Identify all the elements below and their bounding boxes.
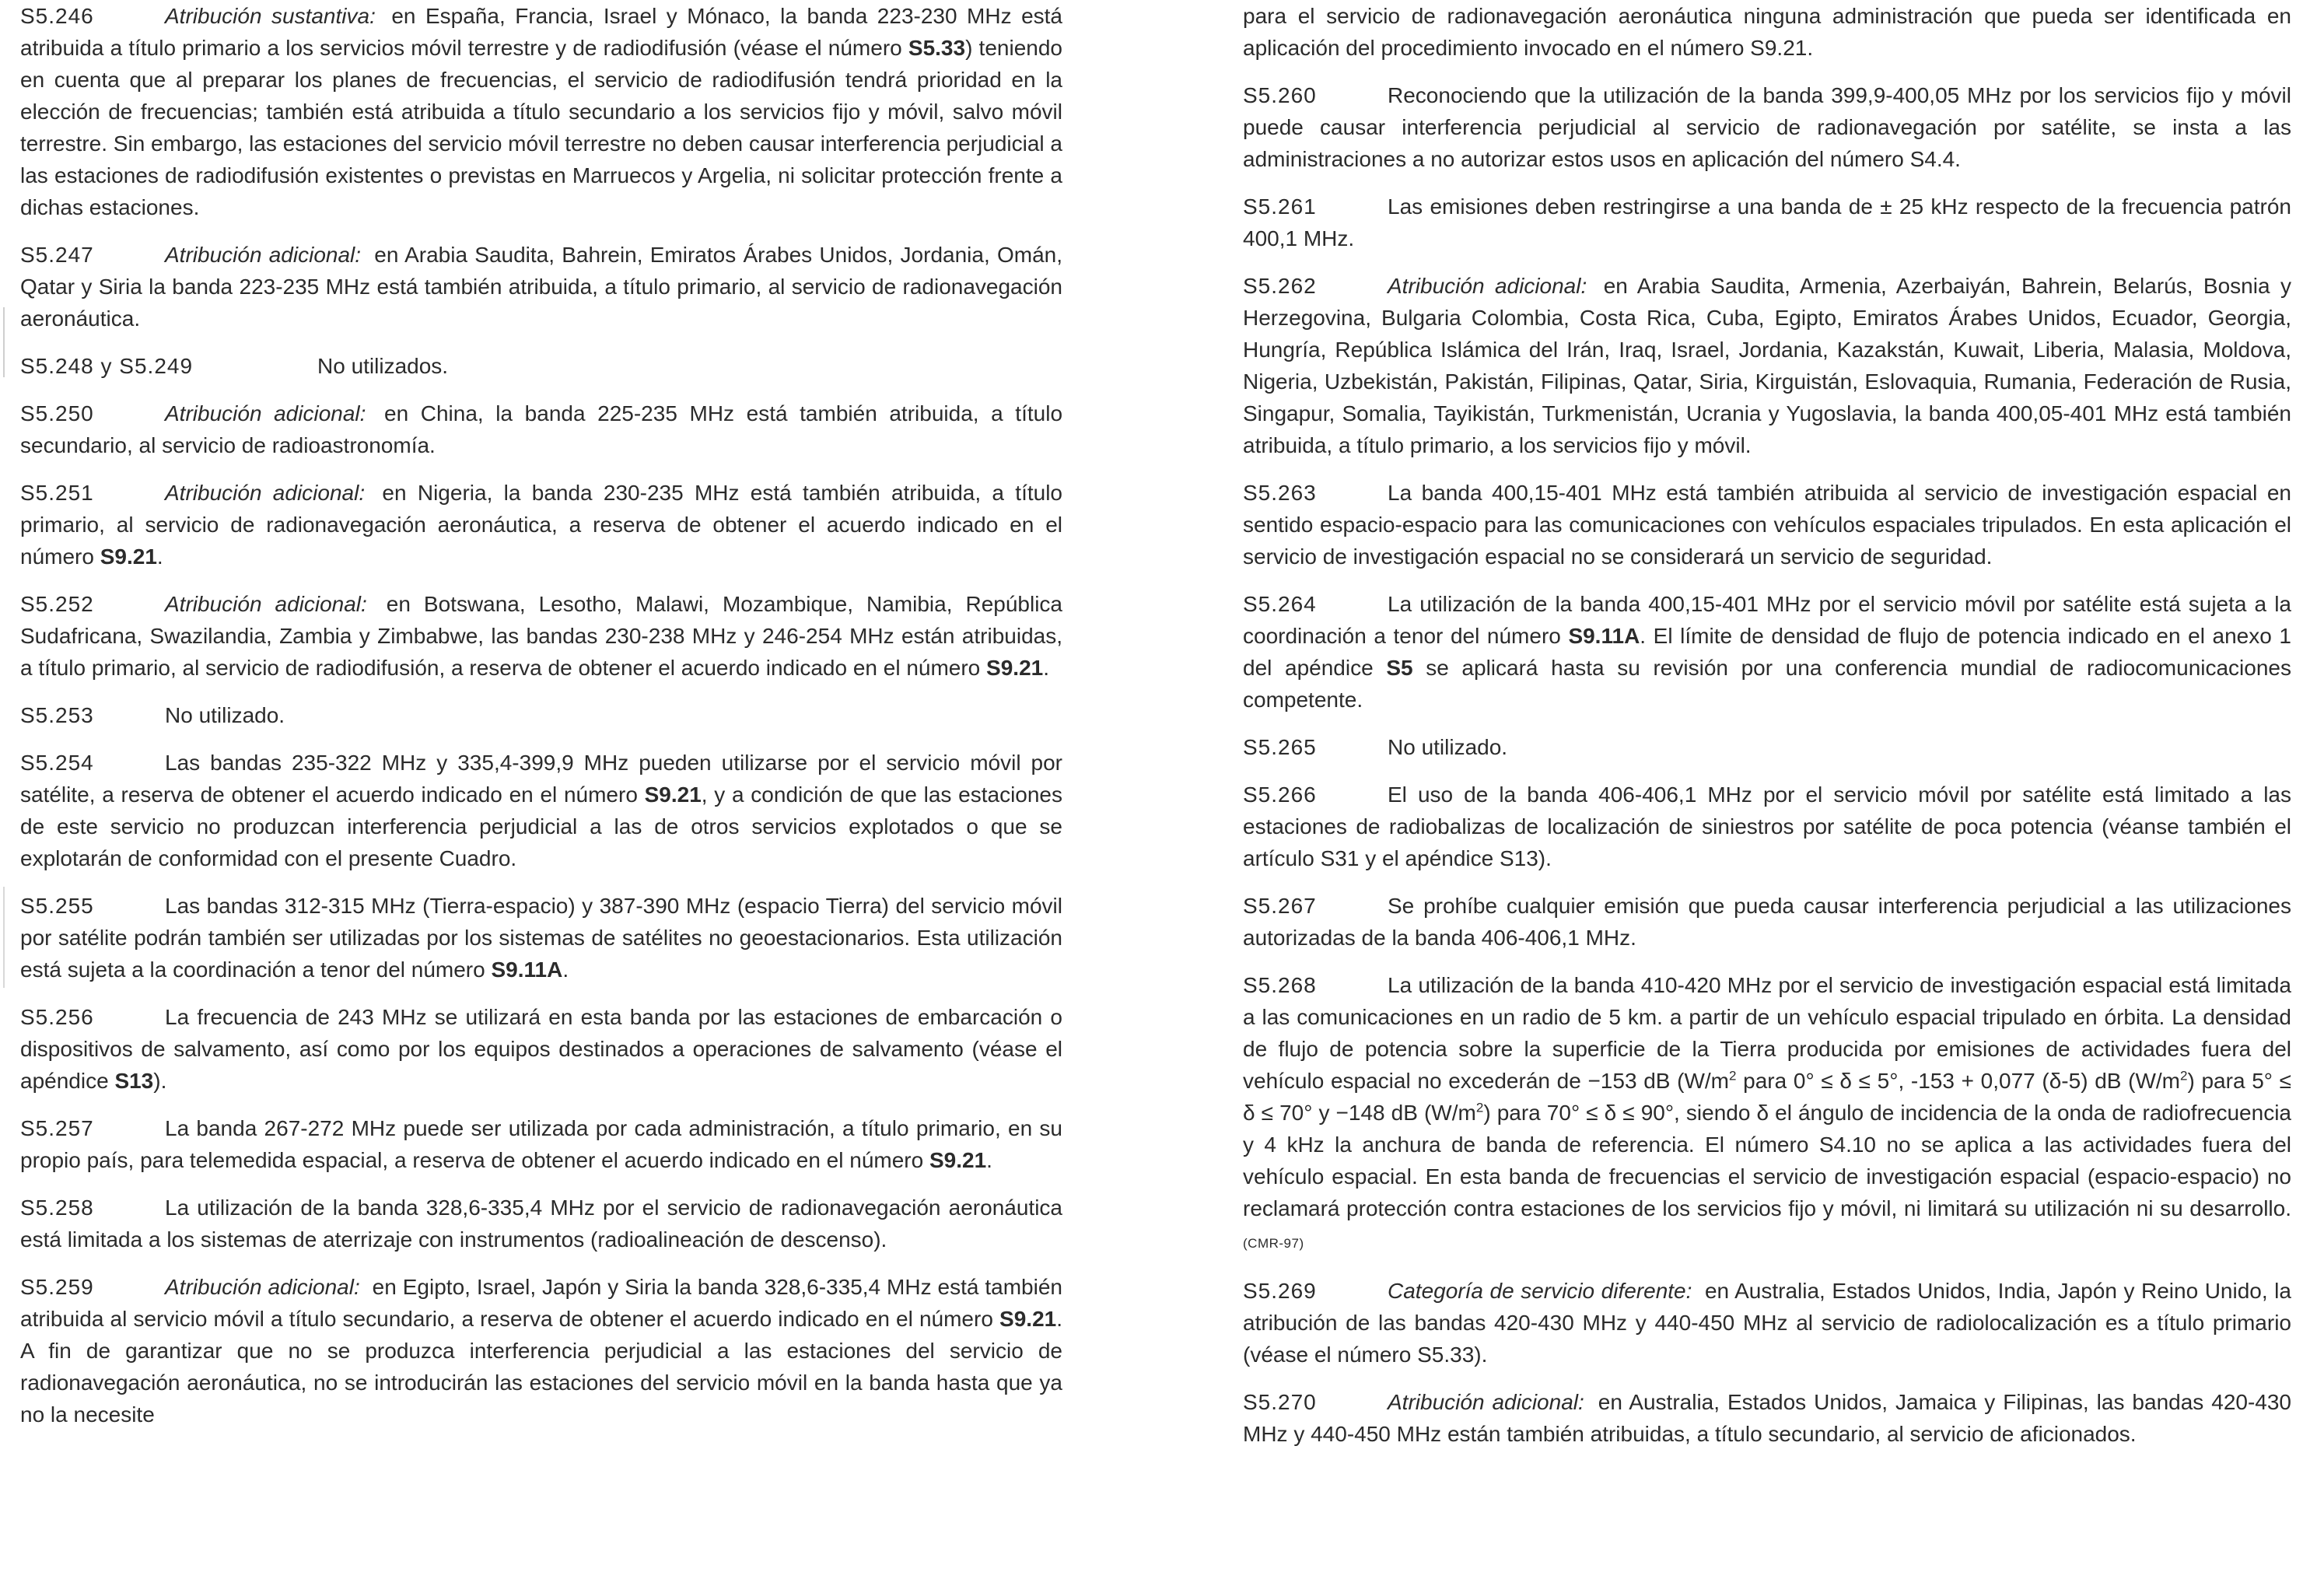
footnote-number: S5.260: [1243, 83, 1317, 107]
footnote-number: S5.262: [1243, 274, 1317, 298]
footnote-number: S5.259: [20, 1275, 94, 1299]
footnote-number: S5.254: [20, 751, 94, 775]
footnote-text: No utilizado.: [1388, 735, 1508, 759]
footnote-text: .: [562, 958, 569, 982]
footnote-s5-259-continuation: para el servicio de radionavegación aeronáutica ninguna administración que pueda ser identificada en aplicación del procedimiento invocado en el número S9.21.: [1243, 4, 2291, 60]
footnote-text: en Arabia Saudita, Bahrein, Emiratos Árabes Unidos, Jordania, Omán, Qatar y Siria la banda 223-235 MHz está también atribuida, a título primario, al servicio de radionavegación aeronáutica.: [20, 243, 1063, 331]
footnote-s5-264: [1243, 588, 2291, 716]
footnote-number: S5.268: [1243, 973, 1317, 997]
footnote-text: ).: [153, 1069, 167, 1093]
footnote-text: Se prohíbe cualquier emisión que pueda causar interferencia perjudicial a las utilizaciones autorizadas de la banda 406-406,1 MHz.: [1243, 894, 2291, 950]
footnote-label: Atribución adicional:: [165, 1275, 360, 1299]
footnote-ref: S9.21: [100, 544, 157, 569]
footnote-text: se aplicará hasta su revisión por una conferencia mundial de radiocomunicaciones competente.: [1243, 656, 2291, 712]
footnote-text: No utilizados.: [317, 354, 449, 378]
footnote-ref: S9.21: [929, 1148, 987, 1172]
footnote-s5-255: [20, 890, 1062, 986]
footnote-s5-268: [1243, 969, 2291, 1259]
footnote-text: ) para 70° ≤ δ ≤ 90°, siendo δ el ángulo de incidencia de la onda de radiofrecuencia y 4 kHz la anchura de banda de referencia. El número S4.10 no se aplica a las actividades fuera del vehículo espacial. En esta banda de frecuencias el servicio de investigación espacial (espacio-espacio) no reclamará protección contra estaciones de los servicios fijo y móvil, ni limitará su utilización ni su desarrollo.: [1243, 1101, 2291, 1220]
footnote-text: La banda 400,15-401 MHz está también atribuida al servicio de investigación espacial en sentido espacio-espacio para las comunicaciones con vehículos espaciales tripulados. En esta aplicación el servicio de investigación espacial no se considerará un servicio de seguridad.: [1243, 481, 2291, 569]
footnote-text: ) teniendo en cuenta que al preparar los planes de frecuencias, el servicio de radiodifusión tendrá prioridad en la elección de frecuencias; también está atribuida a título secundario a los servicios fijo y móvil, salvo móvil terrestre. Sin embargo, las estaciones del servicio móvil terrestre no deben causar interferencia perjudicial a las estaciones de radiodifusión existentes o previstas en Marruecos y Argelia, ni solicitar protección frente a dichas estaciones.: [20, 36, 1062, 219]
footnote-s5-270: [1243, 1386, 2291, 1450]
footnote-label: Atribución adicional:: [165, 401, 366, 425]
footnote-text: , y a condición de que las estaciones de este servicio no produzcan interferencia perjudicial a las de otros servicios explotados o que se explotarán de conformidad con el presente Cuadro.: [20, 782, 1063, 870]
scan-edge-mark: [3, 887, 5, 988]
footnote-number: S5.247: [20, 243, 94, 267]
footnote-number: S5.266: [1243, 782, 1317, 807]
footnote-number: S5.270: [1243, 1390, 1317, 1414]
footnote-number: S5.253: [20, 703, 94, 727]
superscript: 2: [1729, 1068, 1737, 1084]
footnote-text: La utilización de la banda 328,6-335,4 MHz por el servicio de radionavegación aeronáutica está limitada a los sistemas de aterrizaje con instrumentos (radioalineación de descenso).: [20, 1196, 1062, 1252]
footnote-number: S5.250: [20, 401, 94, 425]
footnote-s5-266: [1243, 779, 2291, 874]
footnote-text: .: [986, 1148, 992, 1172]
footnote-number: S5.252: [20, 592, 94, 616]
footnote-number: S5.248 y S5.249: [20, 354, 194, 378]
scan-edge-mark: [3, 307, 5, 377]
footnote-s5-269: [1243, 1275, 2291, 1371]
footnote-s5-251: [20, 477, 1062, 572]
footnote-text: Las bandas 235-322 MHz y 335,4-399,9 MHz pueden utilizarse por el servicio móvil por satélite, a reserva de obtener el acuerdo indicado en el número: [20, 751, 1062, 807]
footnote-text: en Egipto, Israel, Japón y Siria la banda 328,6-335,4 MHz está también atribuida al servicio móvil a título secundario, a reserva de obtener el acuerdo indicado en el número: [20, 1275, 1062, 1331]
footnote-ref: S9.21: [644, 782, 702, 807]
footnote-number: S5.258: [20, 1196, 94, 1220]
footnote-number: S5.257: [20, 1116, 94, 1140]
footnote-text: Reconociendo que la utilización de la banda 399,9-400,05 MHz por los servicios fijo y móvil puede causar interferencia perjudicial al servicio de radionavegación por satélite, se insta a las administraciones a no autorizar estos usos en aplicación del número S4.4.: [1243, 83, 2291, 171]
footnote-number: S5.251: [20, 481, 94, 505]
footnote-ref: S5.33: [908, 36, 966, 60]
footnote-label: Atribución adicional:: [165, 481, 366, 505]
footnote-ref: S5: [1386, 656, 1413, 680]
footnote-text: en Australia, Estados Unidos, India, Japón y Reino Unido, la atribución de las bandas 420-430 MHz y 440-450 MHz al servicio de radiolocalización es a título primario (véase el número S5.33).: [1243, 1279, 2291, 1367]
footnote-number: S5.267: [1243, 894, 1317, 918]
footnote-s5-248-249: [20, 350, 1062, 382]
footnote-label: Atribución sustantiva:: [165, 4, 376, 28]
footnote-text: El uso de la banda 406-406,1 MHz por el servicio móvil por satélite está limitado a las estaciones de radiobalizas de localización de siniestros por satélite de poca potencia (véanse también el artículo S31 y el apéndice S13).: [1243, 782, 2291, 870]
footnote-ref: S9.21: [999, 1307, 1057, 1331]
footnote-s5-253: [20, 699, 1062, 731]
footnote-text: La frecuencia de 243 MHz se utilizará en esta banda por las estaciones de embarcación o dispositivos de salvamento, así como por los equipos destinados a operaciones de salvamento (véase el apéndice: [20, 1005, 1062, 1093]
left-column: [20, 0, 1062, 1446]
footnote-s5-259: [20, 1271, 1062, 1430]
footnote-text: .: [1043, 656, 1049, 680]
footnote-s5-258: [20, 1192, 1062, 1255]
footnote-number: S5.261: [1243, 194, 1317, 219]
footnote-label: Atribución adicional:: [165, 592, 367, 616]
superscript: 2: [1475, 1100, 1484, 1115]
right-column: [1243, 0, 2291, 1465]
superscript: 2: [2180, 1068, 2188, 1084]
footnote-label: Atribución adicional:: [165, 243, 362, 267]
footnote-ref: S9.11A: [491, 958, 563, 982]
footnote-s5-260: [1243, 79, 2291, 175]
footnote-text: La utilización de la banda 410-420 MHz por el servicio de investigación espacial está limitada a las comunicaciones en un radio de 5 km. a partir de un vehículo espacial tripulado en órbita. La densidad de flujo de potencia sobre la superficie de la Tierra producida por emisiones de actividades fuera del vehículo espacial no excederán de −153 dB (W/m: [1243, 973, 2291, 1093]
footnote-text: en España, Francia, Israel y Mónaco, la banda 223-230 MHz está atribuida a título primario a los servicios móvil terrestre y de radiodifusión (véase el número: [20, 4, 1062, 60]
footnote-text: en Nigeria, la banda 230-235 MHz está también atribuida, a título primario, al servicio de radionavegación aeronáutica, a reserva de obtener el acuerdo indicado en el número: [20, 481, 1063, 569]
footnote-text: en Australia, Estados Unidos, Jamaica y Filipinas, las bandas 420-430 MHz y 440-450 MHz están también atribuidas, a título secundario, al servicio de aficionados.: [1243, 1390, 2292, 1446]
footnote-label: Atribución adicional:: [1388, 274, 1587, 298]
footnote-s5-267: [1243, 890, 2291, 954]
footnote-s5-262: [1243, 270, 2291, 461]
footnote-ref: S9.21: [986, 656, 1044, 680]
footnote-s5-246: [20, 0, 1062, 223]
footnote-s5-261: [1243, 191, 2291, 254]
footnote-text: La banda 267-272 MHz puede ser utilizada por cada administración, a título primario, en su propio país, para telemedida espacial, a reserva de obtener el acuerdo indicado en el número: [20, 1116, 1062, 1172]
footnote-text: Las bandas 312-315 MHz (Tierra-espacio) y 387-390 MHz (espacio Tierra) del servicio móvil por satélite podrán también ser utilizadas por los sistemas de satélites no geoestacionarios. Esta utilización está sujeta a la coordinación a tenor del número: [20, 894, 1062, 982]
footnote-text: para 0° ≤ δ ≤ 5°, -153 + 0,077 (δ-5) dB (W/m: [1736, 1069, 2180, 1093]
footnote-text: Las emisiones deben restringirse a una banda de ± 25 kHz respecto de la frecuencia patrón 400,1 MHz.: [1243, 194, 2291, 250]
footnote-text: en Arabia Saudita, Armenia, Azerbaiyán, Bahrein, Belarús, Bosnia y Herzegovina, Bulgaria Colombia, Costa Rica, Cuba, Egipto, Emiratos Árabes Unidos, Ecuador, Georgia, Hungría, República Islámica del Irán, Iraq, Israel, Jordania, Kazakstán, Kuwait, Liberia, Malasia, Moldova, Nigeria, Uzbekistán, Pakistán, Filipinas, Qatar, Siria, Kirguistán, Eslovaquia, Rumania, Federación de Rusia, Singapur, Somalia, Tayikistán, Turkmenistán, Ucrania y Yugoslavia, la banda 400,05-401 MHz está también atribuida, a título primario, a los servicios fijo y móvil.: [1243, 274, 2291, 457]
footnote-number: S5.269: [1243, 1279, 1317, 1303]
footnote-text: No utilizado.: [165, 703, 285, 727]
footnote-text: .: [156, 544, 163, 569]
footnote-s5-265: [1243, 731, 2291, 763]
footnote-number: S5.264: [1243, 592, 1317, 616]
footnote-s5-263: [1243, 477, 2291, 572]
footnote-s5-247: [20, 239, 1062, 334]
footnote-s5-252: [20, 588, 1062, 684]
footnote-text: en Botswana, Lesotho, Malawi, Mozambique, Namibia, República Sudafricana, Swazilandia, Zambia y Zimbabwe, las bandas 230-238 MHz y 246-254 MHz están atribuidas, a título primario, al servicio de radiodifusión, a reserva de obtener el acuerdo indicado en el número: [20, 592, 1062, 680]
footnote-number: S5.246: [20, 4, 94, 28]
footnote-text: La utilización de la banda 400,15-401 MHz por el servicio móvil por satélite está sujeta a la coordinación a tenor del número: [1243, 592, 2291, 648]
footnote-ref: S9.11A: [1568, 624, 1640, 648]
footnote-label: Atribución adicional:: [1388, 1390, 1584, 1414]
footnote-s5-250: [20, 397, 1062, 461]
footnote-text: en China, la banda 225-235 MHz está también atribuida, a título secundario, al servicio de radioastronomía.: [20, 401, 1063, 457]
footnote-number: S5.265: [1243, 735, 1317, 759]
footnote-number: S5.255: [20, 894, 94, 918]
footnote-s5-256: [20, 1001, 1062, 1097]
footnote-text: ) para 5° ≤ δ ≤ 70° y −148 dB (W/m: [1243, 1069, 2292, 1125]
footnote-ref: S13: [114, 1069, 154, 1093]
footnote-number: S5.263: [1243, 481, 1317, 505]
footnote-label: Categoría de servicio diferente:: [1388, 1279, 1692, 1303]
footnote-s5-254: [20, 747, 1062, 874]
footnote-number: S5.256: [20, 1005, 94, 1029]
footnote-s5-257: [20, 1112, 1062, 1176]
conference-tag: (CMR-97): [1243, 1236, 1304, 1251]
footnote-text: . El límite de densidad de flujo de potencia indicado en el anexo 1 del apéndice: [1243, 624, 2291, 680]
footnote-text: . A fin de garantizar que no se produzca interferencia perjudicial a las estaciones del servicio de radionavegación aeronáutica, no se introducirán las estaciones del servicio móvil en la banda hasta que ya no la necesite: [20, 1307, 1062, 1427]
